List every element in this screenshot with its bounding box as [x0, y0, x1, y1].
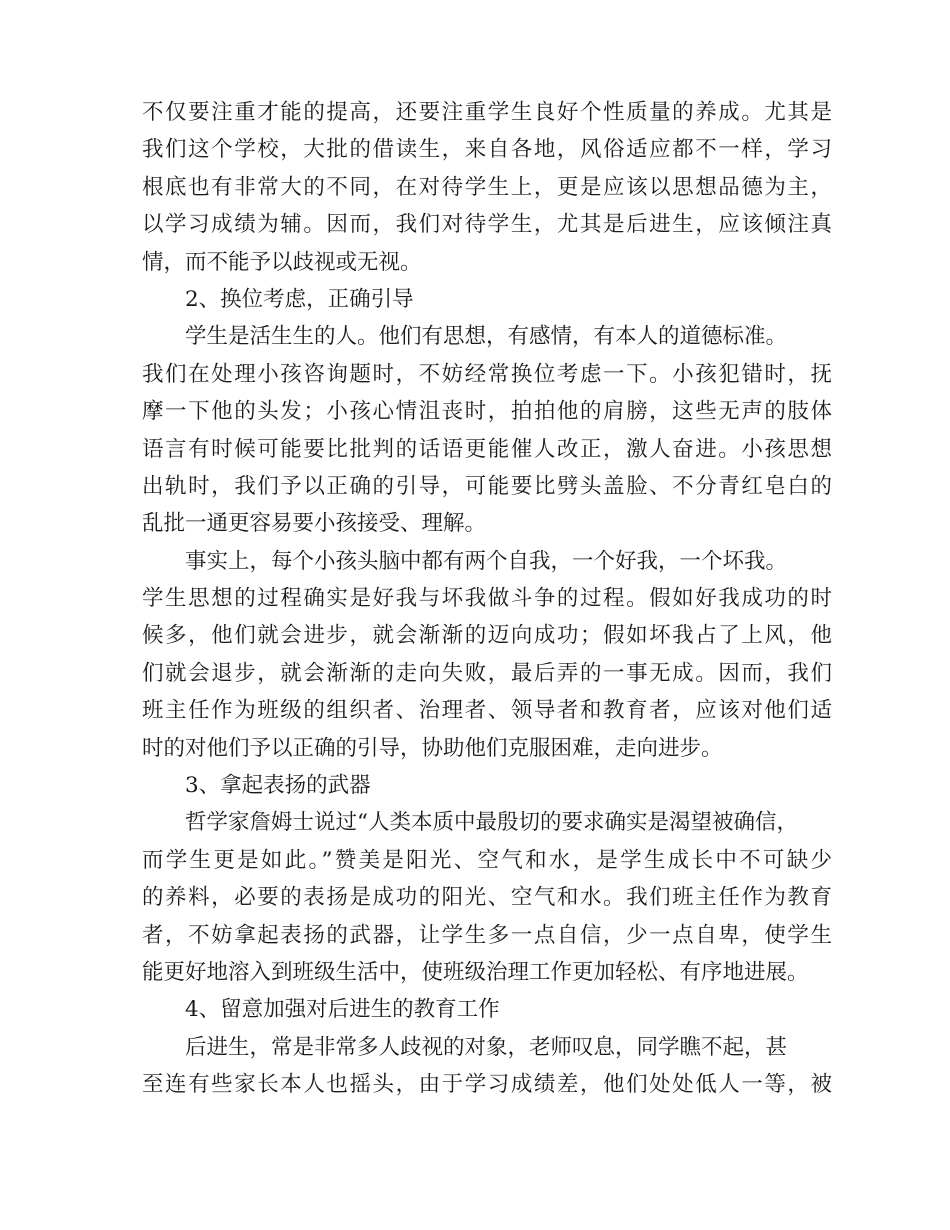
text-line: 以学习成绩为辅。因而，我们对待学生，尤其是后进生，应该倾注真 — [142, 212, 832, 238]
text-line: 而学生更是如此。”赞美是阳光、空气和水，是学生成长中不可缺少 — [142, 847, 832, 873]
paragraph-first-line: 哲学家詹姆士说过“人类本质中最殷切的要求确实是渴望被确信， — [185, 810, 798, 836]
text-line: 出轨时，我们予以正确的引导，可能要比劈头盖脸、不分青红皂白的 — [142, 473, 832, 499]
paragraph-first-line: 事实上，每个小孩头脑中都有两个自我，一个好我，一个坏我。 — [185, 548, 788, 574]
text-line: 乱批一通更容易要小孩接受、理解。 — [142, 511, 487, 537]
text-line: 我们在处理小孩咨询题时，不妨经常换位考虑一下。小孩犯错时，抚 — [142, 361, 832, 387]
text-line: 根底也有非常大的不同，在对待学生上，更是应该以思想品德为主， — [142, 174, 832, 200]
text-line: 时的对他们予以正确的引导，协助他们克服困难，走向进步。 — [142, 735, 723, 761]
text-line: 我们这个学校，大批的借读生，来自各地，风俗适应都不一样，学习 — [142, 137, 832, 163]
section-heading: 3、拿起表扬的武器 — [185, 773, 371, 799]
text-line: 者，不妨拿起表扬的武器，让学生多一点自信，少一点自卑，使学生 — [142, 922, 832, 948]
text-line: 摩一下他的头发；小孩心情沮丧时，拍拍他的肩膀，这些无声的肢体 — [142, 399, 832, 425]
text-line: 至连有些家长本人也摇头，由于学习成绩差，他们处处低人一等，被 — [142, 1072, 832, 1098]
text-line: 班主任作为班级的组织者、治理者、领导者和教育者，应该对他们适 — [142, 698, 832, 724]
text-line: 能更好地溶入到班级生活中，使班级治理工作更加轻松、有序地进展。 — [142, 959, 809, 985]
section-heading: 2、换位考虑，正确引导 — [185, 286, 414, 312]
paragraph-first-line: 后进生，常是非常多人歧视的对象，老师叹息，同学瞧不起，甚 — [185, 1034, 788, 1060]
document-body — [142, 94, 832, 1104]
text-line: 学生思想的过程确实是好我与坏我做斗争的过程。假如好我成功的时 — [142, 586, 832, 612]
text-line: 不仅要注重才能的提高，还要注重学生良好个性质量的养成。尤其是 — [142, 100, 832, 125]
text-line: 语言有时候可能要比批判的话语更能催人改正，激人奋进。小孩思想 — [142, 436, 832, 462]
text-line: 的养料，必要的表扬是成功的阳光、空气和水。我们班主任作为教育 — [142, 885, 832, 911]
paragraph-first-line: 学生是活生生的人。他们有思想，有感情，有本人的道德标准。 — [185, 324, 788, 350]
text-line: 情，而不能予以歧视或无视。 — [142, 249, 422, 275]
text-line: 们就会退步，就会渐渐的走向失败，最后弄的一事无成。因而，我们 — [142, 660, 832, 686]
text-line: 候多，他们就会进步，就会渐渐的迈向成功；假如坏我占了上风，他 — [142, 623, 832, 649]
section-heading: 4、留意加强对后进生的教育工作 — [185, 997, 500, 1023]
